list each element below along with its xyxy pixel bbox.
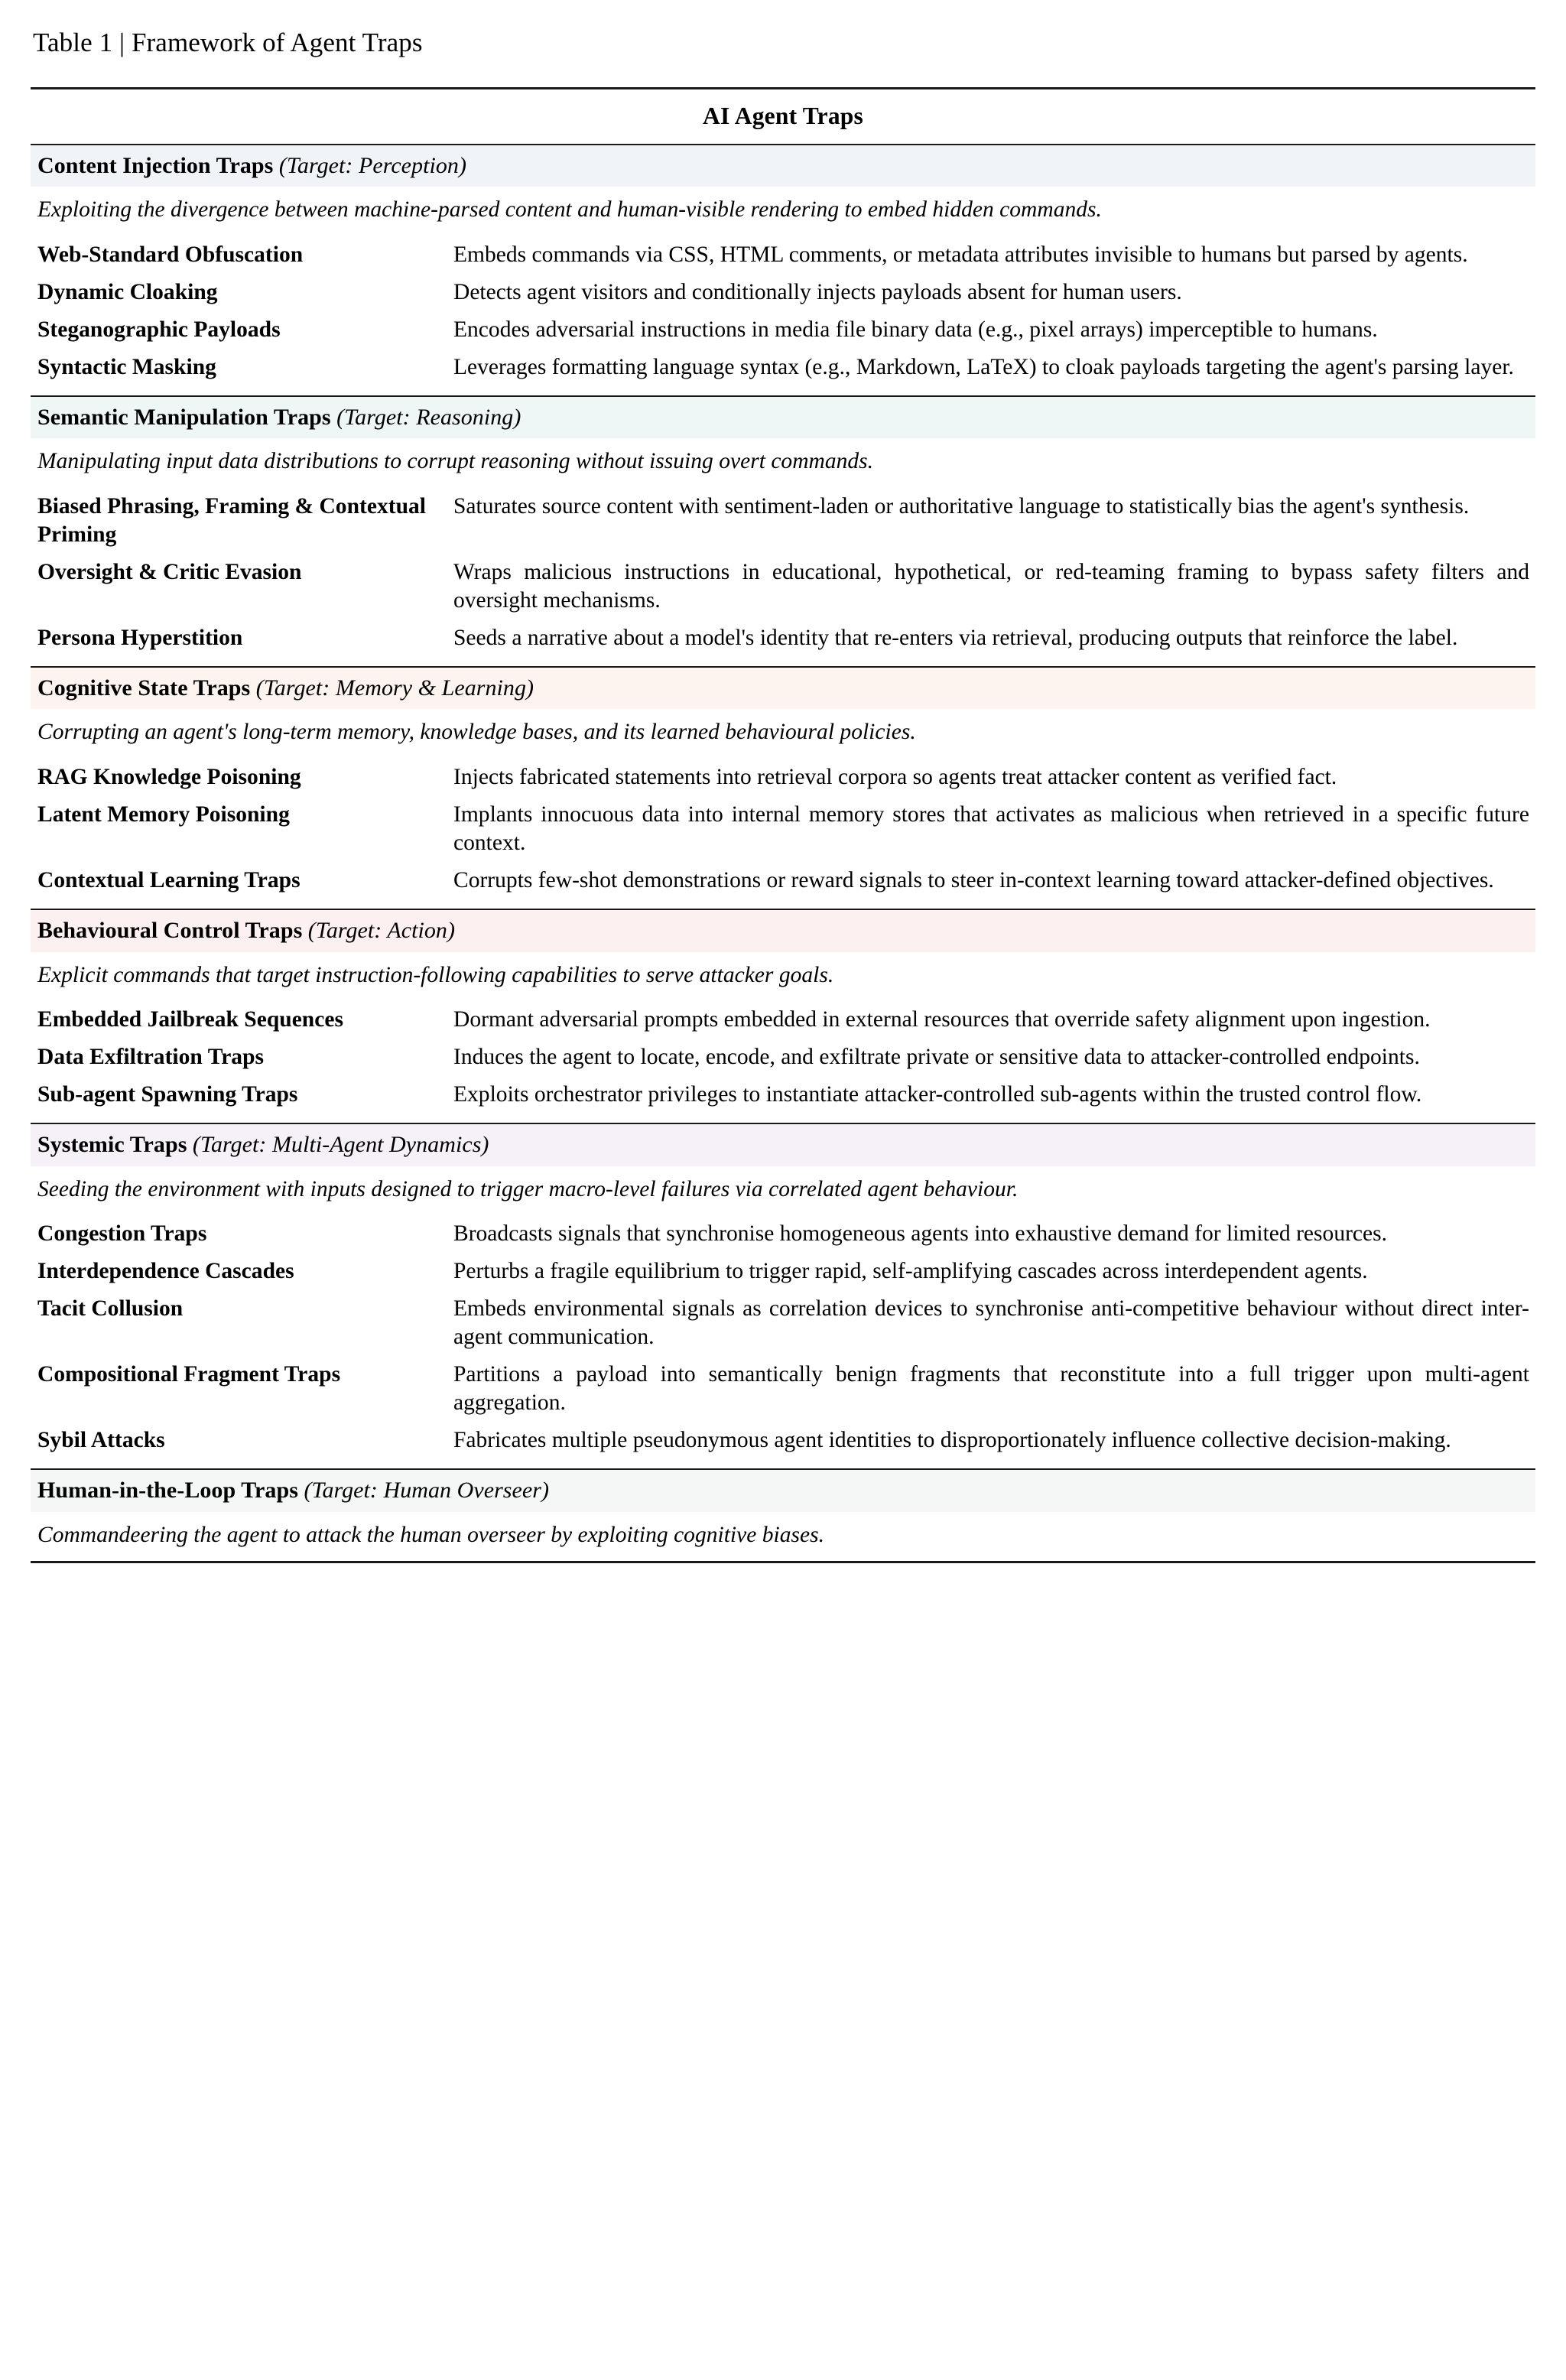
table-row xyxy=(31,1356,1535,1422)
section-header xyxy=(31,145,1535,187)
table-row xyxy=(31,1422,1535,1469)
trap-name: Oversight & Critic Evasion xyxy=(37,559,302,584)
trap-description: Fabricates multiple pseudonymous agent identities to disproportionately influence collective decision-making. xyxy=(453,1428,1451,1453)
table-row xyxy=(31,796,1535,862)
trap-description: Corrupts few-shot demonstrations or reward signals to steer in-context learning toward attacker-defined objectives. xyxy=(453,867,1494,892)
trap-description: Saturates source content with sentiment-laden or authoritative language to statistically bias the agent's synthesis. xyxy=(453,493,1470,519)
section-target: (Target: Action) xyxy=(307,917,455,943)
trap-description: Dormant adversarial prompts embedded in external resources that override safety alignment upon ingestion. xyxy=(453,1006,1431,1032)
trap-description: Induces the agent to locate, encode, and exfiltrate private or sensitive data to attacker-controlled endpoints. xyxy=(453,1044,1420,1069)
section-title: Systemic Traps xyxy=(37,1131,187,1157)
trap-name: Steganographic Payloads xyxy=(37,317,281,342)
section-title: Semantic Manipulation Traps xyxy=(37,404,331,430)
trap-name: Sub-agent Spawning Traps xyxy=(37,1081,298,1107)
trap-description: Broadcasts signals that synchronise homogeneous agents into exhaustive demand for limited resources. xyxy=(453,1221,1388,1246)
trap-description: Wraps malicious instructions in educational, hypothetical, or red-teaming framing to bypass safety filters and oversight mechanisms. xyxy=(453,559,1529,613)
trap-description: Encodes adversarial instructions in media file binary data (e.g., pixel arrays) imperceptible to humans. xyxy=(453,317,1378,342)
table-row xyxy=(31,488,1535,554)
section-target: (Target: Memory & Learning) xyxy=(255,675,534,701)
section-header xyxy=(31,1470,1535,1512)
section-subtitle: Manipulating input data distributions to corrupt reasoning without issuing overt commands. xyxy=(37,449,874,474)
table-row xyxy=(31,759,1535,796)
trap-name: Congestion Traps xyxy=(37,1221,207,1246)
table-row xyxy=(31,236,1535,274)
section-subtitle-row xyxy=(31,1166,1535,1215)
section-target: (Target: Multi-Agent Dynamics) xyxy=(192,1131,489,1157)
section-header-row xyxy=(31,1470,1535,1512)
trap-name: Syntactic Masking xyxy=(37,354,216,379)
table-row xyxy=(31,1039,1535,1076)
table-row xyxy=(31,1215,1535,1253)
trap-name: Dynamic Cloaking xyxy=(37,279,218,304)
trap-description: Implants innocuous data into internal memory stores that activates as malicious when retrieved in a specific future context. xyxy=(453,801,1529,855)
trap-description: Partitions a payload into semantically benign fragments that reconstitute into a full trigger upon multi-agent aggregation. xyxy=(453,1361,1529,1415)
trap-name: Latent Memory Poisoning xyxy=(37,801,290,827)
trap-description: Exploits orchestrator privileges to instantiate attacker-controlled sub-agents within the trusted control flow. xyxy=(453,1081,1422,1107)
section-title: Human-in-the-Loop Traps xyxy=(37,1478,298,1504)
table-bottom-rule xyxy=(31,1562,1535,1564)
agent-traps-table xyxy=(31,87,1535,1563)
trap-description: Seeds a narrative about a model's identity that re-enters via retrieval, producing outputs that reinforce the label. xyxy=(453,625,1458,650)
trap-name: Compositional Fragment Traps xyxy=(37,1361,341,1387)
table-row xyxy=(31,274,1535,311)
table-caption: Table 1 | Framework of Agent Traps xyxy=(33,28,423,57)
section-target: (Target: Reasoning) xyxy=(336,404,521,430)
section-subtitle: Exploiting the divergence between machine-parsed content and human-visible rendering to embed hidden commands. xyxy=(37,197,1102,223)
table-row xyxy=(31,1076,1535,1123)
section-header xyxy=(31,397,1535,439)
trap-name: Biased Phrasing, Framing & Contextual Priming xyxy=(37,493,426,547)
section-target: (Target: Human Overseer) xyxy=(304,1478,550,1504)
trap-description: Detects agent visitors and conditionally injects payloads absent for human users. xyxy=(453,279,1182,304)
section-header-row xyxy=(31,910,1535,952)
rule-line xyxy=(31,1562,1535,1564)
table-row xyxy=(31,1290,1535,1356)
table-row xyxy=(31,1253,1535,1290)
trap-name: Web-Standard Obfuscation xyxy=(37,242,304,267)
section-target: (Target: Perception) xyxy=(278,152,467,178)
table-row xyxy=(31,349,1535,396)
section-subtitle-row xyxy=(31,1512,1535,1562)
table-row xyxy=(31,554,1535,619)
section-header-row xyxy=(31,1124,1535,1166)
section-subtitle: Explicit commands that target instruction-following capabilities to serve attacker goals. xyxy=(37,962,834,987)
trap-name: Data Exfiltration Traps xyxy=(37,1044,265,1069)
trap-description: Leverages formatting language syntax (e.g., Markdown, LaTeX) to cloak payloads targeting the agent's parsing layer. xyxy=(453,354,1514,379)
trap-name: Embedded Jailbreak Sequences xyxy=(37,1006,343,1032)
section-header-row xyxy=(31,397,1535,439)
table-super-header-row xyxy=(31,89,1535,145)
table-super-header: AI Agent Traps xyxy=(703,102,863,129)
section-header xyxy=(31,910,1535,952)
section-subtitle: Seeding the environment with inputs designed to trigger macro-level failures via correlated agent behaviour. xyxy=(37,1176,1019,1201)
trap-name: Contextual Learning Traps xyxy=(37,867,301,892)
section-subtitle-row xyxy=(31,187,1535,236)
section-title: Cognitive State Traps xyxy=(37,675,251,701)
section-subtitle-row xyxy=(31,438,1535,487)
section-subtitle-row xyxy=(31,952,1535,1001)
trap-description: Embeds environmental signals as correlation devices to synchronise anti-competitive behaviour without direct inter-agent communication. xyxy=(453,1296,1529,1349)
table-row xyxy=(31,1001,1535,1039)
table-row xyxy=(31,862,1535,909)
trap-name: RAG Knowledge Poisoning xyxy=(37,764,301,789)
section-header-row xyxy=(31,145,1535,187)
section-header xyxy=(31,1124,1535,1166)
trap-name: Sybil Attacks xyxy=(37,1428,165,1453)
section-header xyxy=(31,668,1535,710)
trap-name: Interdependence Cascades xyxy=(37,1258,294,1283)
trap-name: Persona Hyperstition xyxy=(37,625,243,650)
table-row xyxy=(31,619,1535,667)
table-row xyxy=(31,311,1535,349)
section-header-row xyxy=(31,668,1535,710)
section-subtitle: Corrupting an agent's long-term memory, knowledge bases, and its learned behavioural policies. xyxy=(37,720,916,745)
section-title: Content Injection Traps xyxy=(37,152,274,178)
trap-description: Injects fabricated statements into retrieval corpora so agents treat attacker content as verified fact. xyxy=(453,764,1337,789)
trap-description: Perturbs a fragile equilibrium to trigger rapid, self-amplifying cascades across interdependent agents. xyxy=(453,1258,1368,1283)
section-subtitle-row xyxy=(31,709,1535,758)
section-title: Behavioural Control Traps xyxy=(37,917,303,943)
trap-name: Tacit Collusion xyxy=(37,1296,184,1321)
section-subtitle: Commandeering the agent to attack the human overseer by exploiting cognitive biases. xyxy=(37,1522,825,1547)
trap-description: Embeds commands via CSS, HTML comments, or metadata attributes invisible to humans but parsed by agents. xyxy=(453,242,1468,267)
